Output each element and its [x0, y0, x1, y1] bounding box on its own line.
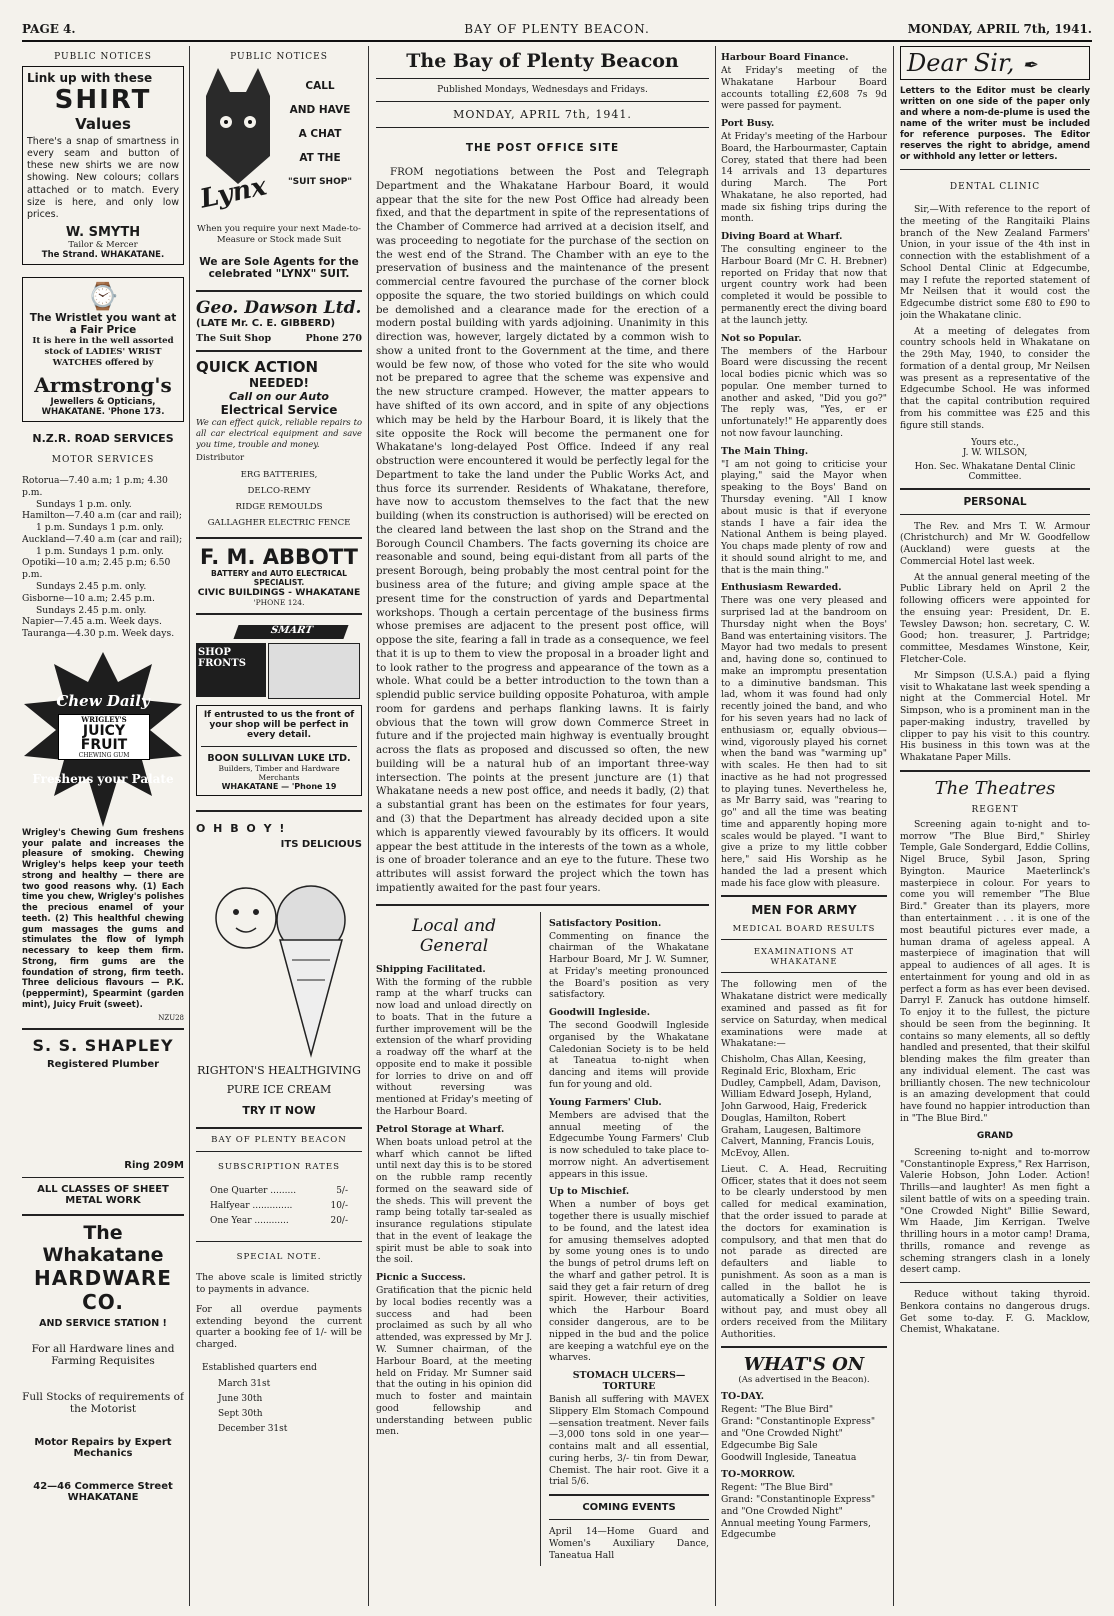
local-head: Young Farmers' Club.: [549, 1096, 662, 1108]
subs-ends: [218, 1377, 362, 1437]
quarter-end: June 30th: [218, 1393, 263, 1404]
shirt-ad-name: W. SMYTH: [65, 225, 141, 241]
thyroid-ad: Reduce without taking thyroid. Benkora contains no dangerous drugs. Get some to-day. F. G. Macklow, Chemist, Whakatane.: [900, 1289, 1090, 1336]
page-header: [22, 18, 1092, 42]
abbott-l3: 'PHONE 124.: [253, 598, 305, 608]
local-col-b: [549, 912, 709, 1566]
header-date: MONDAY, APRIL 7th, 1941.: [907, 22, 1092, 36]
rate-row: [210, 1199, 348, 1214]
special-note: SPECIAL NOTE.: [236, 1252, 322, 1263]
editorial-date: MONDAY, APRIL 7th, 1941.: [453, 108, 632, 121]
dental-title: DENTAL CLINIC: [949, 182, 1041, 192]
ice-pure: PURE ICE CREAM: [226, 1083, 332, 1097]
column-rule: [368, 46, 369, 1606]
section-heading: PUBLIC NOTICES: [230, 52, 328, 62]
ice-cream-icon: [196, 850, 362, 1060]
army-more: Lieut. C. A. Head, Recruiting Officer, states that it does not seem to be clearly understood by men called for medical examination, that the order issued to parade at the doctors for examination is compulsory, and that men that do not parade as directed are defaulters and liable to punishment. As soon as a man is called in the ballot he is automatically a Soldier on leave without pay, and must obey all orders received from the Military Authorities.: [721, 1163, 887, 1340]
news-text: At Friday's meeting of the Harbour Board, the Harbourmaster, Captain Corey, stated that there had been 14 arrivals and 13 departures during March. The Port Whakatane, he also reported, had made six fishing trips during the month.: [721, 131, 887, 225]
lynx-ad: [196, 66, 362, 218]
local-title: Local and General: [412, 915, 497, 956]
divider: [549, 1494, 709, 1496]
news-head: Diving Board at Wharf.: [721, 231, 843, 243]
rate-label: Halfyear ..............: [210, 1201, 293, 1212]
personal-title: PERSONAL: [963, 495, 1027, 508]
divider: [376, 78, 709, 79]
army-sub2: EXAMINATIONS AT WHAKATANE: [753, 946, 855, 967]
dear-sir-banner: [900, 46, 1090, 80]
personal-c: Mr Simpson (U.S.A.) paid a flying visit to Whakatane last week spending a night at the Commercial Hotel. Mr Simpson, who is a prominent man in the paper-making industry, travelled by clipper to pay his visit to this country. His business in this town was at the Whakatane Paper Mills.: [900, 669, 1090, 764]
divider: [196, 810, 362, 812]
timetable-line: Sundays 1 p.m. only.: [36, 498, 132, 510]
divider: [900, 488, 1090, 490]
divider: [900, 1282, 1090, 1283]
abbott-l1: BATTERY and AUTO ELECTRICAL SPECIALIST.: [211, 569, 347, 588]
divider: [22, 1177, 184, 1178]
gum-pack: [58, 714, 150, 760]
news-head: Enthusiasm Rewarded.: [721, 582, 842, 594]
quick-list-item: RIDGE REMOULDS: [235, 502, 323, 513]
divider: [196, 290, 362, 292]
divider: [196, 613, 362, 615]
timetable-line: Sundays 2.45 p.m. only.: [36, 580, 147, 592]
timetable-line: Rotorua—7.40 a.m; 1 p.m; 4.30 p.m.: [22, 475, 168, 498]
regent-head: REGENT: [971, 804, 1019, 815]
quick-dist: Distributor: [196, 453, 245, 464]
subs-sub: SUBSCRIPTION RATES: [217, 1162, 341, 1173]
quick-l3: Call on our Auto: [229, 390, 329, 403]
shopfront-art: [196, 621, 362, 701]
divider: [196, 1127, 362, 1129]
divider: [196, 1151, 362, 1152]
timetable-line: Opotiki—10 a.m; 2.45 p.m; 6.50 p.m.: [22, 557, 171, 581]
rate-row: [210, 1184, 348, 1199]
divider: [721, 1346, 887, 1348]
shirt-ad-role: Tailor & Mercer: [68, 240, 138, 251]
section-heading: PUBLIC NOTICES: [54, 52, 152, 62]
subs-title: BAY OF PLENTY BEACON: [211, 1135, 347, 1146]
news-text: The consulting engineer to the Harbour Board (Mr C. H. Brebner) reported on Friday that now that urgent country work had been completed it would be possible to permanently erect the diving board at the launch jetty.: [721, 244, 887, 326]
dawson-shop: The Suit Shop: [196, 333, 272, 344]
divider: [22, 1028, 184, 1030]
column-public-notices-2: [196, 46, 362, 1606]
quick-list-item: ERG BATTERIES,: [240, 470, 318, 481]
theatres-title: The Theatres: [934, 777, 1056, 799]
shirt-ad-body: There's a snap of smartness in every seam and button of these new shirts we are now showing. New colours; collars attached or to match. Every size is here, and only low prices.: [27, 136, 179, 220]
news-head: Port Busy.: [721, 118, 775, 130]
page-number: PAGE 4.: [22, 22, 76, 36]
local-head: Up to Mischief.: [549, 1186, 630, 1198]
letters-note: Letters to the Editor must be clearly written on one side of the paper only and where a nom-de-plume is used the name of the writer must be included for reference purposes. The Editor reserves the right to abridge, amend or withhold any letter or letters.: [900, 86, 1090, 162]
rate-value: 10/-: [330, 1201, 348, 1212]
local-text: Commenting on finance the chairman of the Whakatane Harbour Board, Mr J. W. Sumner, at Friday's meeting pronounced the Board's position as very satisfactory.: [549, 930, 709, 1001]
divider: [196, 350, 362, 352]
divider: [376, 101, 709, 102]
lynx-body: When you require your next Made-to-Measure or Stock made Suit: [197, 224, 361, 245]
personal-a: The Rev. and Mrs T. W. Armour (Christchurch) and Mr W. Goodfellow (Auckland) were guests at the Commercial Hotel last week.: [900, 520, 1090, 567]
whats-on-sub: (As advertised in the Beacon).: [738, 1375, 870, 1386]
timetable-line: Gisborne—10 a.m; 2.45 p.m.: [22, 592, 155, 604]
quick-body: We can effect quick, reliable repairs to all car electrical equipment and save you time, trouble and money.: [196, 417, 362, 449]
column-rule: [715, 46, 716, 1606]
shirt-ad-title: SHIRT: [54, 85, 152, 115]
smart-place: WHAKATANE — 'Phone 19: [221, 782, 337, 792]
publication-days: Published Mondays, Wednesdays and Fridays.: [437, 85, 648, 95]
today-item: Goodwill Ingleside, Taneatua: [721, 1451, 857, 1463]
shapley-name: S. S. SHAPLEY: [32, 1035, 174, 1055]
local-text: Banish all suffering with MAVEX Slippery Elm Stomach Compound—sensation treatment. Never fails—3,000 tons sold in one year—contains malt and all essential, curing herbs, 3/- tin from Dewar, Chemist. The hair root. Give it a trial 5/6.: [549, 1394, 709, 1488]
editorial-title: THE POST OFFICE SITE: [465, 142, 620, 154]
smart-body: If entrusted to us the front of your shop will be perfect in every detail.: [203, 710, 355, 741]
quarter-end: Sept 30th: [218, 1408, 263, 1419]
tomorrow-head: TO-MORROW.: [721, 1469, 796, 1481]
masthead: The Bay of Plenty Beacon: [406, 50, 679, 72]
personal-b: At the annual general meeting of the Public Library held on April 2 the following officers were appointed for the ensuing year: President, Dr. E. Tewsley Dawson; hon. secretary, C. W. Good; hon. treasurer, J. Partridge; committee, Mesdames Winstone, Keir, Fletcher-Cole.: [900, 571, 1090, 665]
hardware-c: Motor Repairs by Expert Mechanics: [34, 1436, 172, 1459]
shapley-role: Registered Plumber: [46, 1058, 160, 1070]
timetable-line: Tauranga—4.30 p.m. Week days.: [22, 628, 175, 640]
column-rule: [189, 46, 190, 1606]
nzr-timetable: [22, 475, 184, 640]
lynx-logo: Lynx: [197, 171, 270, 215]
news-text: "I am not going to criticise your playing," said the Mayor when speaking to the Boys' Band on Thursday evening. "All I know about music is that if everyone stands I have a fair idea the National Anthem is being played. You chaps made plenty of row and it should sound alright to me, and that is the main thing.": [721, 458, 887, 576]
local-head: STOMACH ULCERS—TORTURE: [572, 1370, 686, 1393]
watch-ad-role: Jewellers & Opticians,: [50, 397, 156, 408]
divider: [721, 939, 887, 940]
grand-text: Screening to-night and to-morrow "Constantinople Express," Rex Harrison, Valerie Hobson, John Loder. Action! Thrills—and laughter! As men fight a silent battle of wits on a speeding train. "One Crowded Night" Billie Seward, Wm Haade, Jim Kerrigan. Twelve thrilling hours in a motor camp! Drama, thrills, romance and revenge as scheming strangers clash in a lonely desert camp.: [900, 1146, 1090, 1276]
lynx-call-line: "SUIT SHOP": [287, 177, 353, 187]
column-public-notices-1: [22, 46, 184, 1606]
regent-text: Screening again to-night and to-morrow "The Blue Bird," Shirley Temple, Gale Sondergard, Eddie Collins, Nigel Bruce, Sybil Jason, Spring Byington. Maurice Maeterlinck's masterpiece in colour. For years to come you will remember "The Blue Bird." Greater than its players, more than entertainment . . . it is one of the most beautiful pictures ever made, a human drama of ageless appeal. A masterpiece of imagination that will appeal to audiences of all ages. It is entertainment for young and old in as perfect a form as has ever been devised. Darryl F. Zanuck has outdone himself. To enjoy it to the fullest, the picture should be seen from the beginning. It contains so many elements, all so deftly handled and presented, that their skilful blending makes the film greater than any individual element. The cast was brilliantly chosen. The new technicolour is an amazing development that could have found no happier introduction than in "The Blue Bird.": [900, 818, 1090, 1124]
smart-ad: [196, 705, 362, 796]
local-head: Picnic a Success.: [376, 1272, 466, 1284]
ice-oh: O H B O Y !: [196, 822, 287, 836]
rate-label: One Quarter .........: [210, 1186, 297, 1197]
divider: [900, 514, 1090, 515]
divider: [196, 1241, 362, 1242]
ice-its: ITS DELICIOUS: [280, 839, 362, 851]
rate-value: 20/-: [330, 1216, 348, 1227]
army-sub: MEDICAL BOARD RESULTS: [732, 923, 876, 934]
army-intro: The following men of the Whakatane district were medically examined and passed as fit for service on Saturday, when medical examinations were made at Whakatane:—: [721, 979, 887, 1050]
dental-text2: At a meeting of delegates from country schools held in Whakatane on the 29th May, 1940, to consider the formation of a dental group, Mr Neilsen was present as a representative of the Edgecumbe School. He was informed that the capital contribution required from his committee was £25 and this figure still stands.: [900, 325, 1090, 431]
shapley-work: ALL CLASSES OF SHEET METAL WORK: [37, 1183, 169, 1206]
quick-l1: QUICK ACTION: [196, 358, 319, 376]
hardware-a: For all Hardware lines and Farming Requisites: [31, 1342, 175, 1367]
hardware-l2: HARDWARE CO.: [34, 1265, 172, 1314]
smart-sign: SMART: [233, 625, 348, 639]
local-text: Gratification that the picnic held by local bodies recently was a success and had been proclaimed as such by all who attended, was expressed by Mr J. W. Sumner chairman, of the Harbour Board, at the meeting held on Friday. Mr Sumner said that the outing in his opinion did much to foster and maintain good fellowship and understanding between public men.: [376, 1285, 533, 1438]
army-names: Chisholm, Chas Allan, Keesing, Reginald Eric, Bloxham, Eric Dudley, Campbell, Adam, Davison, William Edward Joseph, Hyland, John Garwood, Haig, Frederick Douglas, Hamilton, Robert Graham, Laugesen, Baltimore Calvert, Manning, Francis Louis, McEvoy, Allen.: [721, 1054, 882, 1160]
lynx-call-line: AND HAVE: [289, 104, 351, 116]
watch-ad-address: WHAKATANE. 'Phone 173.: [41, 407, 165, 418]
divider: [196, 537, 362, 539]
local-head: Satisfactory Position.: [549, 917, 662, 929]
gum-cg: CHEWING GUM: [78, 751, 130, 759]
subs-n2: For all overdue payments extending beyond the current quarter a booking fee of 1/- will be charged.: [196, 1303, 362, 1351]
quick-ad: [196, 358, 362, 531]
news-text: The members of the Harbour Board were discussing the recent local bodies picnic which was so popular. One member turned to another and asked, "Did you go?" The reply was, "Yes, er er unfortunately!" He apparently does not now favour launching.: [721, 345, 887, 439]
local-text: The second Goodwill Ingleside organised by the Whakatane Caledonian Society is to be held at Taneatua to-night when dancing and items will provide fun for young and old.: [549, 1020, 709, 1090]
subs-rates: [210, 1184, 348, 1229]
tomorrow-item: Annual meeting Young Farmers, Edgecumbe: [721, 1517, 871, 1541]
dawson-phone: Phone 270: [305, 333, 362, 344]
today-item: Regent: "The Blue Bird": [721, 1404, 834, 1416]
rate-value: 5/-: [336, 1186, 348, 1197]
tomorrow-list: [721, 1482, 887, 1541]
dental-yours: Yours etc.,: [971, 437, 1019, 448]
timetable-line: 1 p.m. Sundays 1 p.m. only.: [36, 522, 164, 534]
news-head: Harbour Board Finance.: [721, 52, 849, 63]
local-head: Shipping Facilitated.: [376, 963, 486, 975]
shirt-ad-line1: Link up with these: [27, 71, 153, 85]
hardware-l3: AND SERVICE STATION !: [39, 1317, 167, 1329]
gum-juicy: JUICY FRUIT: [80, 722, 128, 753]
abbott-name: F. M. ABBOTT: [200, 545, 358, 570]
timetable-line: Sundays 2.45 p.m. only.: [36, 604, 147, 616]
editorial-text: FROM negotiations between the Post and Telegraph Department and the Whakatane Harbour Board, it would appear that the site for the new Post Office had already been fixed, and that the department in spite of the representations of the Chamber of Commerce had arrived at a decision itself, and was proceeding to negotiate for the purchase of the section on the west end of the Strand. The Chamber with an eye to the preservation of business and the maintenance of the present commercial centre favoured the purchase of the corner block opposite the square, the two storied buildings on which could be demolished and a clearance made for the erection of a modern postal building with yards adjoining. Unanimity in this direction was, however, largely dictated by a common wish to show a united front to the Government at the time, and there would be few now, of those who voted for the site who would not be prepared to agree that the scheme was expensive and the new structure cramped. However, the matter appears to have shifted of its own accord, and in spite of any objections which may be held by the Harbour Board, it is likely that the site opposite the Rock will become the permanent one for Whakatane's long-delayed Post Office. Indeed if any real obstruction were encountered it would be perfectly legal for the Department to take the land under the Public Works Act, and thus force its surrender. Residents of Whakatane, therefore, have now to accustom themselves to the fact that the new building (when its construction is authorised) will be erected on the cleared land between the last shop on the Strand and the Borough Council Chambers. The facts governing its choice are reasonable and sound, being equi-distant from all parts of the present Borough, being probably the most central point for the business area of the future; and giving ample space at the present time for the construction of yards and Departmental workshops. Though a certain percentage of the business firms whose premises are adjacent to the present post office, will oppose the site, fearing a fall in trade as a consequence, we feel that it is up to them to view the proposal in a broader light and to look rather to the progress and appearance of the town as a whole. What could be a better introduction to the town than a splendid public service building opposite Pohaturoa, with ample room for gardens and perhaps flanking lawns. It is fairly obvious that the town will grow down Commerce Street in future and if the projected main highway is eventually brought across the flats as proposed and discussed so often, the new building will be a natural hub of an important three-way intersection. The points at the present juncture are (1) that Whakatane needs a new post office, and needs it badly, (2) that a substantial grant has been on the estimates for four years, and (3) that the Department has already decided upon a site which is apparently viewed favourably by its officers. It would appear the best attitude in the interests of the town as a whole, is one of broader tolerance and an eye to the future. These two attributes will assist forward the project which the town has impatiently awaited for the past four years.: [376, 167, 709, 894]
local-general: [376, 912, 709, 1566]
news-head: Not so Popular.: [721, 332, 802, 344]
divider: [376, 127, 709, 128]
today-item: Grand: "Constantinople Express" and "One Crowded Night": [721, 1416, 876, 1439]
dental-text: Sir,—With reference to the report of the meeting of the Rangitaiki Plains branch of the New Zealand Farmers' Union, in your issue of the 4th inst in connection with the establishment of a School Dental Clinic at Edgecumbe, may I refute the reported statement of Mr Neilsen that it would cost the Edgecumbe district some £80 to £90 to join the Whakatane clinic.: [900, 204, 1090, 321]
watch-ad: [22, 277, 184, 422]
gum-body: Wrigley's Chewing Gum freshens your palate and increases the pleasure of smoking. Chewing Wrigley's helps keep your teeth strong and healthy — there are two good reasons why. (1) Each time you chew, Wrigley's polishes the precious enamel of your teeth. (2) This healthful chewing gum massages the gums and stimulates the flow of lymph necessary to keep them firm. Strong, firm gums are the foundation of strong, firm teeth. Three delicious flavours — P.K. (peppermint), Spearmint (garden mint), Juicy Fruit (sweet).: [22, 826, 184, 1009]
divider: [721, 895, 887, 897]
local-text: When boats unload petrol at the wharf which cannot be lifted until next day this is to be stored on the rubble ramp recently formed on the seaward side of the sheds. This will prevent the ramp being totally tar-sealed as insurance regulations stipulate that in the event of leakage the spirit must be able to soak into the soil.: [376, 1136, 533, 1266]
gum-code: NZU28: [158, 1013, 184, 1022]
news-text: There was one very pleased and surprised lad at the bandroom on Thursday night when the Boys' Band was entertaining visitors. The Mayor had two medals to present and, having done so, continued to make an impromptu presentation to a diminutive bandsman. This lad, whom it was found had only recently joined the band, and who for his seven years had no lack of enthusiasm or, equally obvious—wind, vigorously played his cornet when the band was "warming up" with scales. He then had to sit inactive as he had not progressed to playing tunes. Nevertheless he, as Mr Barry said, was "rearing to go" and all the time was beating time and apparently hoping more scales would be played. "I want to give a prize to my little cobber here," said His Worship as he handed the lad a present which made his face glow with pleasure.: [721, 595, 887, 889]
quarter-end: March 31st: [218, 1378, 271, 1389]
quarter-end: December 31st: [218, 1423, 288, 1434]
divider: [201, 746, 357, 747]
subs-est: Established quarters end: [202, 1362, 317, 1373]
watch-ad-name: Armstrong's: [34, 373, 172, 398]
lynx-call-line: A CHAT: [298, 128, 342, 140]
local-head: Goodwill Ingleside.: [549, 1007, 651, 1019]
quill-icon: ✒: [1022, 55, 1038, 76]
local-col-a: [376, 912, 532, 1566]
hardware-d: 42—46 Commerce Street WHAKATANE: [33, 1480, 173, 1503]
timetable-line: 1 p.m. Sundays 1 p.m. only.: [36, 545, 164, 557]
smart-name: BOON SULLIVAN LUKE LTD.: [207, 753, 351, 765]
gum-brand: WRIGLEY'S: [81, 714, 127, 724]
divider: [376, 904, 709, 906]
gum-chew: Chew Daily: [56, 691, 150, 710]
abbott-l2: CIVIC BUILDINGS - WHAKATANE: [197, 587, 361, 599]
tomorrow-item: Grand: "Constantinople Express" and "One Crowded Night": [721, 1494, 876, 1517]
shirt-ad-address: The Strand. WHAKATANE.: [41, 250, 165, 261]
nzr-sub: MOTOR SERVICES: [51, 455, 155, 466]
timetable-line: Auckland—7.40 a.m (car and rail);: [22, 533, 183, 545]
local-text: Members are advised that the annual meeting of the Edgecumbe Young Farmers' Club is now scheduled to take place to-morrow night. An advertisement appears in this issue.: [549, 1109, 709, 1180]
divider: [900, 770, 1090, 772]
ice-brand: RIGHTON'S HEALTHGIVING: [197, 1064, 361, 1078]
shirt-ad: [22, 66, 184, 265]
quick-list-item: DELCO-REMY: [247, 486, 311, 497]
column-news: [721, 46, 887, 1606]
local-text: When a number of boys get together there is usually mischief to be found, and the latest idea for amusing themselves adopted by some young ones is to undo the bungs of petrol drums left on the wharf and gather petrol. It is said they get a fair return of dreg spirit. However, their activities, which the Harbour Board consider dangerous, are to be nipped in the bud and the police are keeping a watchful eye on the wharves.: [549, 1199, 709, 1364]
dental-role: Hon. Sec. Whakatane Dental Clinic Committee.: [914, 461, 1076, 482]
lynx-call: [280, 74, 360, 194]
column-editorial: [376, 46, 709, 1606]
subs-n1: The above scale is limited strictly to payments in advance.: [196, 1272, 362, 1296]
column-rule: [540, 912, 541, 1566]
dawson-contact: [196, 333, 362, 344]
news-text: At Friday's meeting of the Whakatane Harbour Board accounts totalling £2,608 7s 9d were passed for payment.: [721, 65, 887, 112]
today-item: Edgecumbe Big Sale: [721, 1439, 818, 1451]
paper-name: BAY OF PLENTY BEACON.: [464, 22, 650, 36]
shop-window: [268, 643, 360, 699]
news-head: The Main Thing.: [721, 445, 809, 457]
smart-fronts: SHOP FRONTS: [196, 643, 266, 697]
events-title: COMING EVENTS: [582, 1502, 676, 1514]
smart-role: Builders, Timber and Hardware Merchants: [218, 764, 340, 783]
watch-icon: ⌚: [86, 282, 120, 313]
hardware-l1: The Whakatane: [42, 1221, 164, 1266]
events-text: April 14—Home Guard and Women's Auxiliary Dance, Taneatua Hall: [549, 1526, 709, 1561]
column-rule: [893, 46, 894, 1606]
dear-sir-title: Dear Sir,: [907, 49, 1015, 77]
shapley-ring: Ring 209M: [124, 1159, 184, 1171]
today-list: [721, 1404, 887, 1463]
column-letters: [900, 46, 1090, 1606]
gum-fresh: Freshens your Palate: [32, 771, 174, 786]
dawson-late: (LATE Mr. C. E. GIBBERD): [196, 318, 336, 329]
grand-head: GRAND: [976, 1130, 1014, 1141]
quick-list: [196, 467, 362, 531]
local-head: Petrol Storage at Wharf.: [376, 1123, 505, 1135]
local-text: With the forming of the rubble ramp at the wharf trucks can now load and unload directly on to boats. That in the future a further improvement will be the extension of the wharf providing a roadway off the wharf at the opposite end to make it possible for lorries to drive on and off without reversing was mentioned at Friday's meeting of the Harbour Board.: [376, 976, 533, 1117]
divider: [22, 1214, 184, 1216]
watch-ad-line1: The Wristlet you want at a Fair Price: [29, 312, 177, 337]
rate-row: [210, 1214, 348, 1229]
hardware-b: Full Stocks of requirements of the Motorist: [22, 1390, 184, 1415]
rate-label: One Year ............: [210, 1216, 289, 1227]
quick-l4: Electrical Service: [220, 403, 338, 417]
quick-list-item: GALLAGHER ELECTRIC FENCE: [207, 518, 351, 529]
gum-ad-art: [22, 652, 184, 827]
lynx-agents: We are Sole Agents for the celebrated "LYNX" SUIT.: [199, 256, 359, 280]
army-title: MEN FOR ARMY: [751, 903, 857, 918]
lynx-call-line: AT THE: [299, 152, 341, 164]
shirt-ad-values: Values: [75, 115, 131, 133]
divider: [721, 972, 887, 973]
ice-try: TRY IT NOW: [242, 1104, 316, 1118]
watch-ad-body: It is here in the well assorted stock of LADIES' WRIST WATCHES offered by: [32, 336, 174, 369]
whats-on-title: WHAT'S ON: [743, 1354, 865, 1376]
quick-l2: NEEDED!: [248, 376, 310, 390]
nzr-title: N.Z.R. ROAD SERVICES: [32, 432, 174, 446]
tomorrow-item: Regent: "The Blue Bird": [721, 1482, 834, 1494]
timetable-line: Napier—7.45 a.m. Week days.: [22, 616, 162, 628]
lynx-call-line: CALL: [305, 80, 335, 92]
dental-sign: J. W. WILSON,: [962, 447, 1028, 458]
divider: [900, 169, 1090, 170]
today-head: TO-DAY.: [721, 1391, 765, 1403]
dawson-name: Geo. Dawson Ltd.: [196, 298, 362, 318]
timetable-line: Hamilton—7.40 a.m (car and rail);: [22, 510, 182, 522]
divider: [549, 1519, 709, 1520]
